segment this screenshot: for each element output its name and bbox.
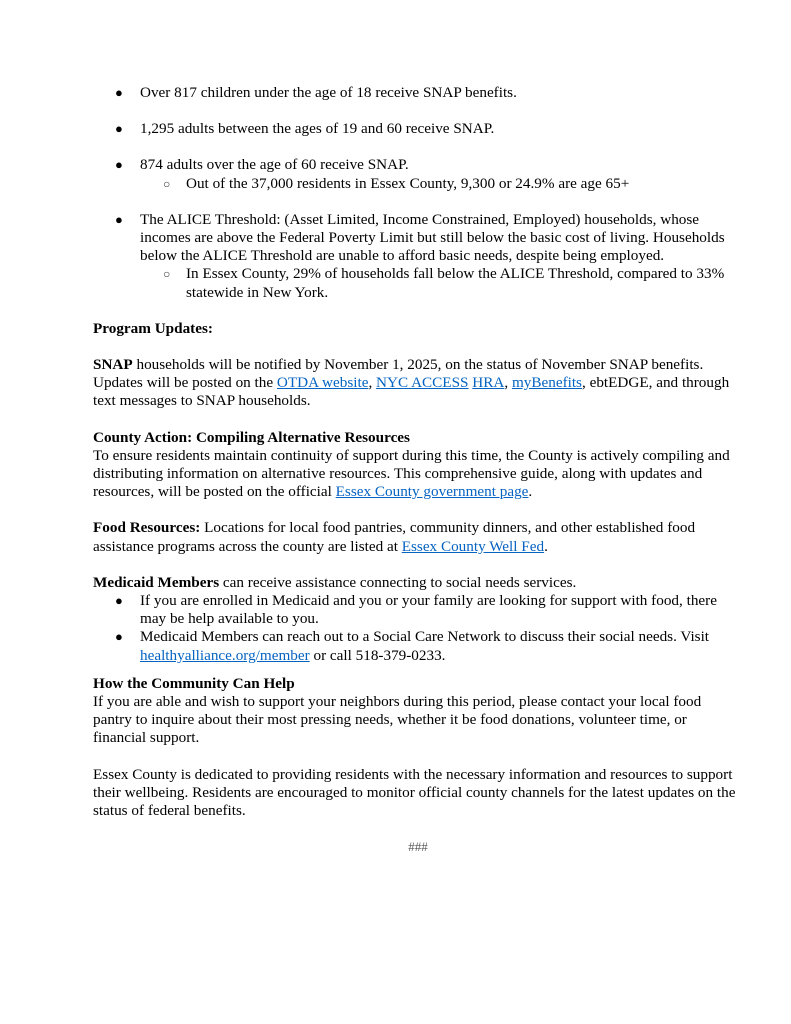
bullet-icon: ● bbox=[115, 629, 123, 645]
stat-bullet-seniors: ● 874 adults over the age of 60 receive SNAP. bbox=[115, 156, 409, 174]
bullet-icon: ● bbox=[115, 157, 123, 173]
medicaid-paragraph: Medicaid Members can receive assistance connecting to social needs services. bbox=[93, 573, 577, 591]
bullet-icon: ● bbox=[115, 211, 123, 227]
end-mark: ### bbox=[408, 839, 428, 855]
mybenefits-link[interactable]: myBenefits bbox=[511, 374, 582, 392]
healthyalliance-link[interactable]: healthyalliance.org/member bbox=[140, 646, 310, 664]
bullet-icon: ● bbox=[115, 593, 123, 609]
medicaid-bullet-1: ● If you are enrolled in Medicaid and you or your family are looking for support with food, there may be help available to you. bbox=[115, 592, 717, 628]
circle-bullet-icon: ○ bbox=[163, 176, 171, 191]
program-updates-paragraph: SNAP households will be notified by November 1, 2025, on the status of November SNAP benefits. Updates will be posted on the OTDA website, NYC ACCESS HRA, myBenefits, ebtEDGE, and through text messages to SNAP households. bbox=[93, 356, 730, 410]
document-page bbox=[93, 84, 743, 857]
food-resources-paragraph: Food Resources: Locations for local food pantries, community dinners, and other established food assistance programs across the county are listed at Essex County Well Fed. bbox=[93, 519, 696, 555]
well-fed-link[interactable]: Essex County Well Fed bbox=[401, 537, 545, 555]
nyc-access-link[interactable]: NYC ACCESS bbox=[376, 374, 469, 392]
community-heading: How the Community Can Help bbox=[93, 674, 295, 692]
county-action-heading: County Action: Compiling Alternative Resources bbox=[93, 428, 410, 446]
circle-bullet-icon: ○ bbox=[163, 267, 171, 282]
county-action-paragraph: To ensure residents maintain continuity of support during this time, the County is actively compiling and distributing information on alternative resources. This comprehensive guide, along with updates and resources, will be posted on the official Essex County government page. bbox=[93, 446, 730, 501]
county-government-page-link[interactable]: Essex County government page bbox=[335, 483, 529, 501]
closing-paragraph: Essex County is dedicated to providing residents with the necessary information and resources to support their wellbeing. Residents are encouraged to monitor official county channels for the latest updates on the status of federal benefits. bbox=[93, 765, 736, 820]
medicaid-bullet-2: ● Medicaid Members can reach out to a Social Care Network to discuss their social needs. Visit healthyalliance.org/member or call 518-379-0233. bbox=[115, 628, 710, 664]
stat-bullet-adults: ● 1,295 adults between the ages of 19 and 60 receive SNAP. bbox=[115, 120, 495, 138]
stat-bullet-children: ● Over 817 children under the age of 18 receive SNAP benefits. bbox=[115, 84, 517, 101]
bullet-icon: ● bbox=[115, 121, 123, 137]
alice-bullet: ● The ALICE Threshold: (Asset Limited, Income Constrained, Employed) households, whose incomes are above the Federal Poverty Limit but still below the basic cost of living. Households below the ALICE Threshold are unable to afford basic needs, despite being employed. bbox=[115, 210, 725, 265]
alice-sub-bullet: ○ In Essex County, 29% of households fall below the ALICE Threshold, compared to 33% statewide in New York. bbox=[163, 265, 725, 301]
community-paragraph: If you are able and wish to support your neighbors during this period, please contact your local food pantry to inquire about their most pressing needs, whether it be food donations, volunteer time, or financial support. bbox=[93, 693, 702, 747]
bullet-icon: ● bbox=[115, 85, 123, 100]
program-updates-heading: Program Updates: bbox=[93, 319, 213, 337]
otda-website-link[interactable]: OTDA website bbox=[276, 374, 369, 392]
hra-link[interactable]: HRA bbox=[472, 374, 505, 392]
stat-sub-bullet: ○ Out of the 37,000 residents in Essex County, 9,300 or 24.9% are age 65+ bbox=[163, 174, 630, 192]
